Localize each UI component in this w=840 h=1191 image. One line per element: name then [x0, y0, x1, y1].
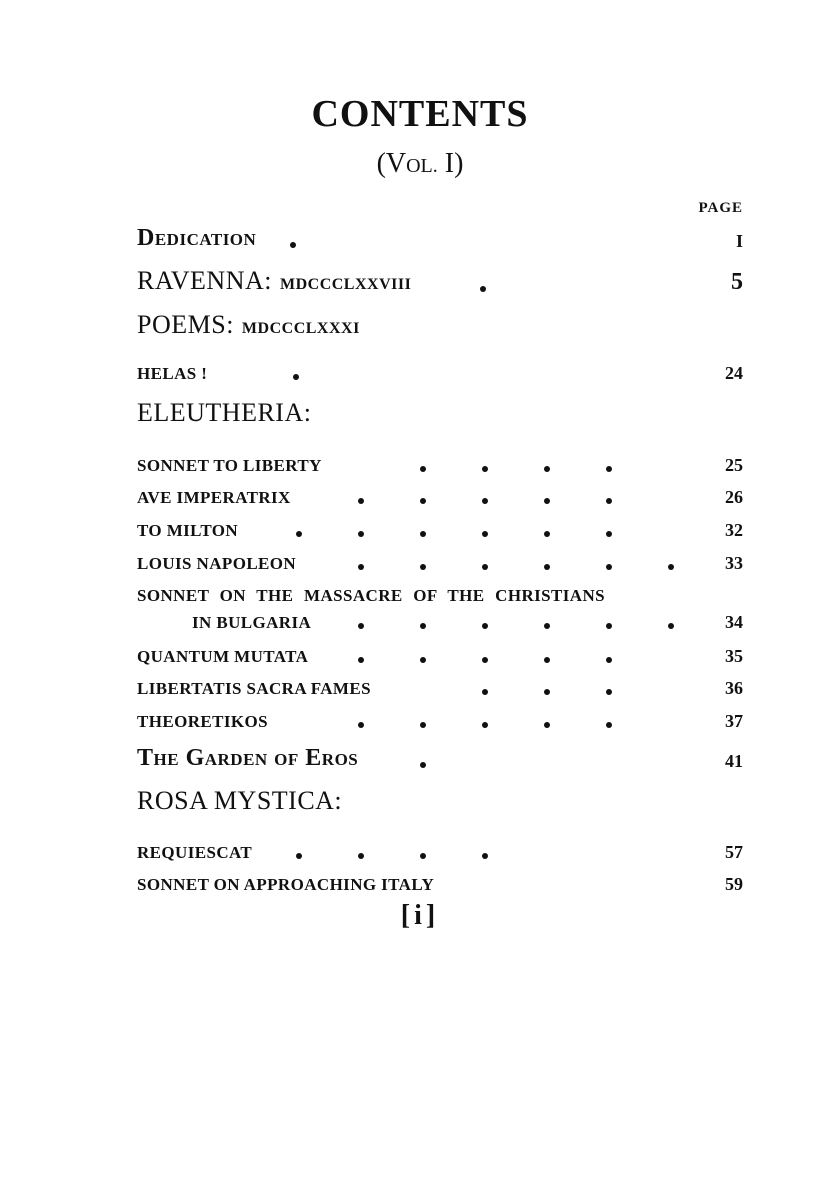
leader-dot	[358, 498, 364, 504]
leader-dot	[606, 623, 612, 629]
leader-dot	[358, 531, 364, 537]
leader-dot	[296, 531, 302, 537]
toc-entry-page: 25	[725, 455, 743, 475]
toc-entry-page: 57	[725, 842, 743, 862]
leader-dot	[420, 657, 426, 663]
leader-dot	[358, 623, 364, 629]
toc-entry-page: I	[735, 231, 743, 251]
leader-dot	[606, 689, 612, 695]
leader-dot	[482, 466, 488, 472]
toc-entry-label: SONNET TO LIBERTY	[137, 456, 322, 475]
toc-entry-page: 24	[725, 363, 743, 383]
leader-dot	[544, 657, 550, 663]
toc-entry-page: 41	[725, 751, 743, 771]
leader-dot	[420, 623, 426, 629]
leader-dot	[606, 531, 612, 537]
toc-heading-eleutheria	[137, 398, 743, 428]
leader-dot	[420, 531, 426, 537]
toc-entry-label: The Garden of Eros	[137, 745, 359, 771]
toc-entry-subtitle: MDCCCLXXVIII	[279, 276, 412, 293]
toc-entry-to-milton	[137, 511, 743, 541]
leader-dot	[668, 564, 674, 570]
toc-entry-quantum-mutata	[137, 637, 743, 667]
leader-dot	[293, 374, 299, 380]
leader-dot	[544, 564, 550, 570]
leader-dot	[544, 498, 550, 504]
toc-entry-sonnet-to-liberty	[137, 446, 743, 476]
toc-entry-louis-napoleon	[137, 544, 743, 574]
leader-dot	[606, 657, 612, 663]
leader-dot	[296, 853, 302, 859]
leader-dot	[668, 623, 674, 629]
toc-entry-label	[137, 310, 360, 340]
toc-entry-libertatis	[137, 669, 743, 699]
leader-dot	[606, 564, 612, 570]
leader-dot	[358, 564, 364, 570]
toc-entry-label: QUANTUM MUTATA	[137, 647, 309, 666]
leader-dot	[482, 722, 488, 728]
toc-entry-page: 33	[725, 553, 743, 573]
toc-entry-label: REQUIESCAT	[137, 843, 253, 862]
toc-entry-page: 5	[731, 269, 743, 295]
toc-entry-page: 36	[725, 678, 743, 698]
toc-entry-title: RAVENNA:	[137, 266, 272, 295]
toc-entry-label: ELEUTHERIA:	[137, 398, 312, 427]
toc-entry-dedication	[137, 222, 743, 252]
leader-dot	[482, 623, 488, 629]
leader-dot	[482, 853, 488, 859]
toc-entry-label: THEORETIKOS	[137, 712, 268, 731]
page-column-label: PAGE	[698, 200, 743, 216]
toc-entry-label: TO MILTON	[137, 521, 239, 540]
leader-dot	[420, 466, 426, 472]
toc-entry-label: SONNET ON APPROACHING ITALY	[137, 875, 435, 894]
toc-entry-subtitle: MDCCCLXXXI	[241, 320, 360, 337]
toc-entry-sonnet-italy	[137, 865, 743, 895]
leader-dot	[482, 498, 488, 504]
leader-dot	[482, 564, 488, 570]
leader-dot	[544, 623, 550, 629]
leader-dot	[290, 242, 296, 248]
toc-entry-helas	[137, 354, 743, 384]
leader-dot	[420, 853, 426, 859]
leader-dot	[420, 564, 426, 570]
toc-entry-ave-imperatrix	[137, 478, 743, 508]
toc-entry-theoretikos	[137, 702, 743, 732]
page-number: [i]	[400, 900, 440, 931]
leader-dot	[482, 689, 488, 695]
leader-dot	[420, 498, 426, 504]
leader-dot	[420, 762, 426, 768]
toc-entry-label: LIBERTATIS SACRA FAMES	[137, 679, 371, 698]
leader-dot	[482, 531, 488, 537]
leader-dot	[544, 722, 550, 728]
toc-entry-page: 59	[725, 874, 743, 894]
toc-entry-requiescat	[137, 833, 743, 863]
leader-dot	[544, 466, 550, 472]
toc-entry-page: 34	[725, 612, 743, 632]
toc-entry-label	[137, 266, 411, 296]
toc-entry-page: 32	[725, 520, 743, 540]
toc-entry-label: Dedication	[137, 225, 257, 251]
leader-dot	[606, 722, 612, 728]
page-title: CONTENTS	[311, 93, 529, 135]
leader-dot	[358, 722, 364, 728]
leader-dot	[544, 689, 550, 695]
volume-label-small: OL.	[406, 155, 438, 177]
volume-label	[0, 148, 840, 180]
leader-dot	[606, 498, 612, 504]
toc-entry-page: 35	[725, 646, 743, 666]
toc-entry-label: ROSA MYSTICA:	[137, 786, 343, 815]
toc-entry-label: SONNET ON THE MASSACRE OF THE CHRISTIANS	[137, 586, 605, 605]
toc-entry-page: 26	[725, 487, 743, 507]
toc-entry-label: HELAS !	[137, 364, 208, 383]
leader-dot	[606, 466, 612, 472]
toc-entry-title: POEMS:	[137, 310, 234, 339]
toc-heading-poems	[137, 310, 743, 340]
toc-entry-label: IN BULGARIA	[192, 613, 312, 632]
toc-entry-garden-of-eros	[137, 742, 743, 772]
toc-entry-sonnet-massacre	[137, 576, 743, 606]
toc-heading-rosa-mystica	[137, 786, 743, 816]
toc-entry-page: 37	[725, 711, 743, 731]
leader-dot	[358, 853, 364, 859]
toc-entry-label: LOUIS NAPOLEON	[137, 554, 297, 573]
leader-dot	[358, 657, 364, 663]
volume-label-close: I)	[437, 148, 464, 179]
toc-entry-ravenna	[137, 266, 743, 296]
toc-entry-sonnet-massacre-cont	[137, 603, 743, 633]
leader-dot	[544, 531, 550, 537]
leader-dot	[482, 657, 488, 663]
volume-label-open: (V	[376, 148, 407, 179]
toc-entry-label: AVE IMPERATRIX	[137, 488, 291, 507]
leader-dot	[480, 286, 486, 292]
leader-dot	[420, 722, 426, 728]
